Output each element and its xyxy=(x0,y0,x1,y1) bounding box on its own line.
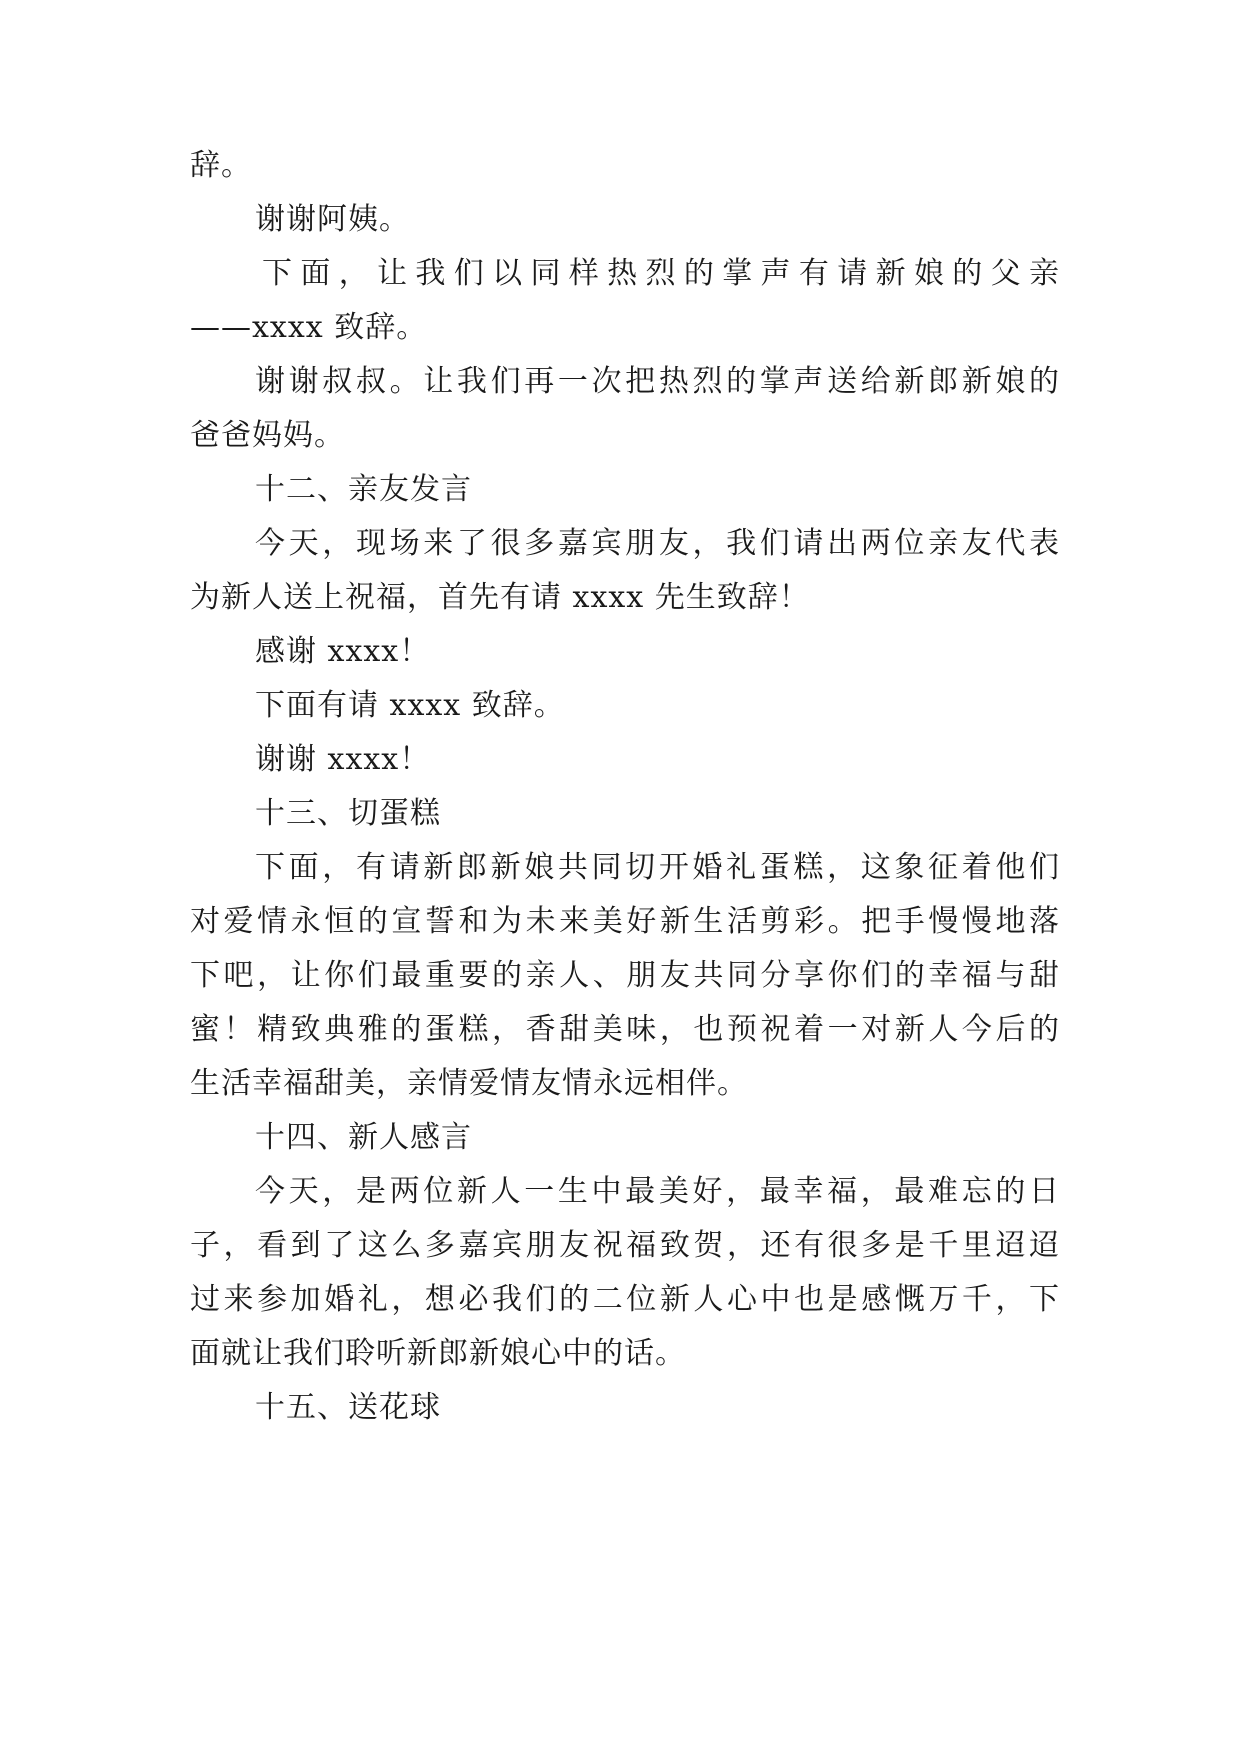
section-heading: 十四、新人感言 xyxy=(255,1120,472,1155)
text-line: ——xxxx 致辞。 xyxy=(190,310,428,345)
text-line: 下面，有请新郎新娘共同切开婚礼蛋糕，这象征着他们 xyxy=(255,850,1060,885)
text-line: 面就让我们聆听新郎新娘心中的话。 xyxy=(190,1336,686,1371)
text-line: 生活幸福甜美，亲情爱情友情永远相伴。 xyxy=(190,1066,748,1101)
section-heading: 十二、亲友发言 xyxy=(255,472,472,507)
text-line: 下面有请 xxxx 致辞。 xyxy=(255,688,565,723)
text-line: 谢谢 xxxx！ xyxy=(255,742,431,777)
text-line: 谢谢阿姨。 xyxy=(255,202,410,237)
text-line: 子，看到了这么多嘉宾朋友祝福致贺，还有很多是千里迢迢 xyxy=(190,1228,1060,1263)
text-line: 蜜！精致典雅的蛋糕，香甜美味，也预祝着一对新人今后的 xyxy=(190,1012,1060,1047)
text-line: 对爱情永恒的宣誓和为未来美好新生活剪彩。把手慢慢地落 xyxy=(190,904,1060,939)
section-heading: 十五、送花球 xyxy=(255,1390,441,1425)
section-heading: 十三、切蛋糕 xyxy=(255,796,441,831)
text-line: 感谢 xxxx！ xyxy=(255,634,431,669)
text-line: 下面，让我们以同样热烈的掌声有请新娘的父亲 xyxy=(262,256,1060,291)
text-line: 今天，现场来了很多嘉宾朋友，我们请出两位亲友代表 xyxy=(255,526,1060,561)
text-line: 为新人送上祝福，首先有请 xxxx 先生致辞！ xyxy=(190,580,810,615)
text-line: 过来参加婚礼，想必我们的二位新人心中也是感慨万千，下 xyxy=(190,1282,1060,1317)
text-line: 下吧，让你们最重要的亲人、朋友共同分享你们的幸福与甜 xyxy=(190,958,1060,993)
text-line: 谢谢叔叔。让我们再一次把热烈的掌声送给新郎新娘的 xyxy=(255,364,1060,399)
text-line: 爸爸妈妈。 xyxy=(190,418,345,453)
text-line: 今天，是两位新人一生中最美好，最幸福，最难忘的日 xyxy=(255,1174,1060,1209)
text-line: 辞。 xyxy=(190,148,252,183)
